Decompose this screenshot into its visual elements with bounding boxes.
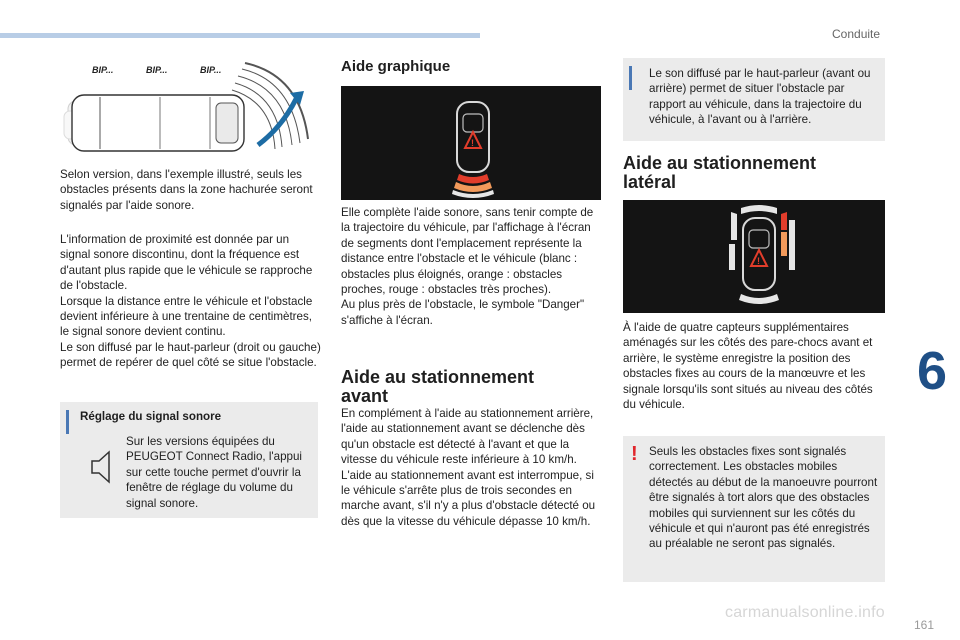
paragraph: Elle complète l'aide sonore, sans tenir compte de la trajectoire du véhicule, par l'affichage à l'écran de segments dont l'emplacement représente la distance entre l'obstacle et le véhicule (blanc : obstacles plus éloignés, orange : obstacles proches, rouge : obstacles très proches). Au plus près de l'obstacle, le symbole "Danger" s'affiche à l'écran. [341, 206, 594, 327]
note-text: Seuls les obstacles fixes sont signalés correctement. Les obstacles mobiles détectés au début de la manoeuvre pourront être signalés à tort alors que des obstacles mobiles qui surviennent sur les côtés du véhicule et qui n'auront pas été enregistrés au préalable ne seront pas signalés. [649, 445, 878, 551]
warning-icon: ! [631, 443, 638, 465]
side-sensor-car-graphic [623, 200, 885, 313]
info-icon [66, 410, 69, 434]
chapter-tab [913, 338, 960, 408]
chapter-number: 6 [917, 341, 948, 401]
beep-text: BIP... [146, 65, 168, 75]
info-note-sound-settings [60, 402, 318, 518]
beep-text: BIP... [92, 65, 114, 75]
info-icon [629, 66, 632, 90]
heading-side-parking-aid: Aide au stationnement latéral [623, 153, 817, 192]
page-number: 161 [914, 618, 935, 632]
warning-note [623, 436, 885, 582]
section-title: Conduite [832, 27, 881, 41]
beep-text: BIP... [200, 65, 222, 75]
paragraph: Selon version, dans l'exemple illustré, seuls les obstacles présents dans la zone hachurée seront signalés par l'aide sonore. [60, 168, 313, 212]
note-text: Le son diffusé par le haut-parleur (avant ou arrière) permet de situer l'obstacle par rapport au véhicule, dans la trajectoire du véhicule, à l'avant ou à l'arrière. [649, 67, 871, 127]
van-sensor-illustration [60, 55, 322, 155]
paragraph: L'information de proximité est donnée par un signal sonore discontinu, dont la fréquence est d'autant plus rapide que le véhicule se rapproche de l'obstacle. Lorsque la distance entre le véhicule et l'obstacle devient inférieure à une trentaine de centimètres, le signal sonore devient continu. Le son diffusé par le haut-parleur (droit ou gauche) permet de repérer de quel côté se situe l'obstacle. [60, 233, 321, 370]
svg-text:!: ! [757, 256, 760, 266]
watermark: carmanualsonline.info [725, 604, 885, 621]
note-title: Réglage du signal sonore [80, 410, 222, 423]
heading-front-parking-aid: Aide au stationnement avant [341, 367, 535, 406]
speaker-icon [90, 450, 112, 484]
paragraph: À l'aide de quatre capteurs supplémentaires aménagés sur les côtés des pare-chocs avant et arrière, le système enregistre la position des obstacles fixes au cours de la manœuvre et les signale lorsqu'ils sont situés au niveau des côtés du véhicule. [623, 321, 873, 412]
paragraph: En complément à l'aide au stationnement arrière, l'aide au stationnement avant se déclenche dès qu'un obstacle est détecté à l'avant et que la vitesse du véhicule reste inférieure à 10 km/h. L'aide au stationnement avant est interrompue, si le véhicule s'arrête plus de trois secondes en marche avant, s'il n'y a plus d'obstacle détecté ou dès que la vitesse du véhicule dépasse 10 km/h. [341, 407, 596, 528]
rear-sensor-car-graphic [341, 86, 601, 200]
header-bar [0, 33, 480, 38]
note-text: Sur les versions équipées du PEUGEOT Connect Radio, l'appui sur cette touche permet d'ouvrir la fenêtre de réglage du volume du signal sonore. [126, 435, 302, 510]
side-aid-display [623, 200, 885, 313]
graphic-aid-display [341, 86, 601, 200]
svg-text:!: ! [471, 138, 474, 148]
heading-graphic-aid: Aide graphique [341, 58, 451, 75]
info-note-speaker [623, 58, 885, 141]
